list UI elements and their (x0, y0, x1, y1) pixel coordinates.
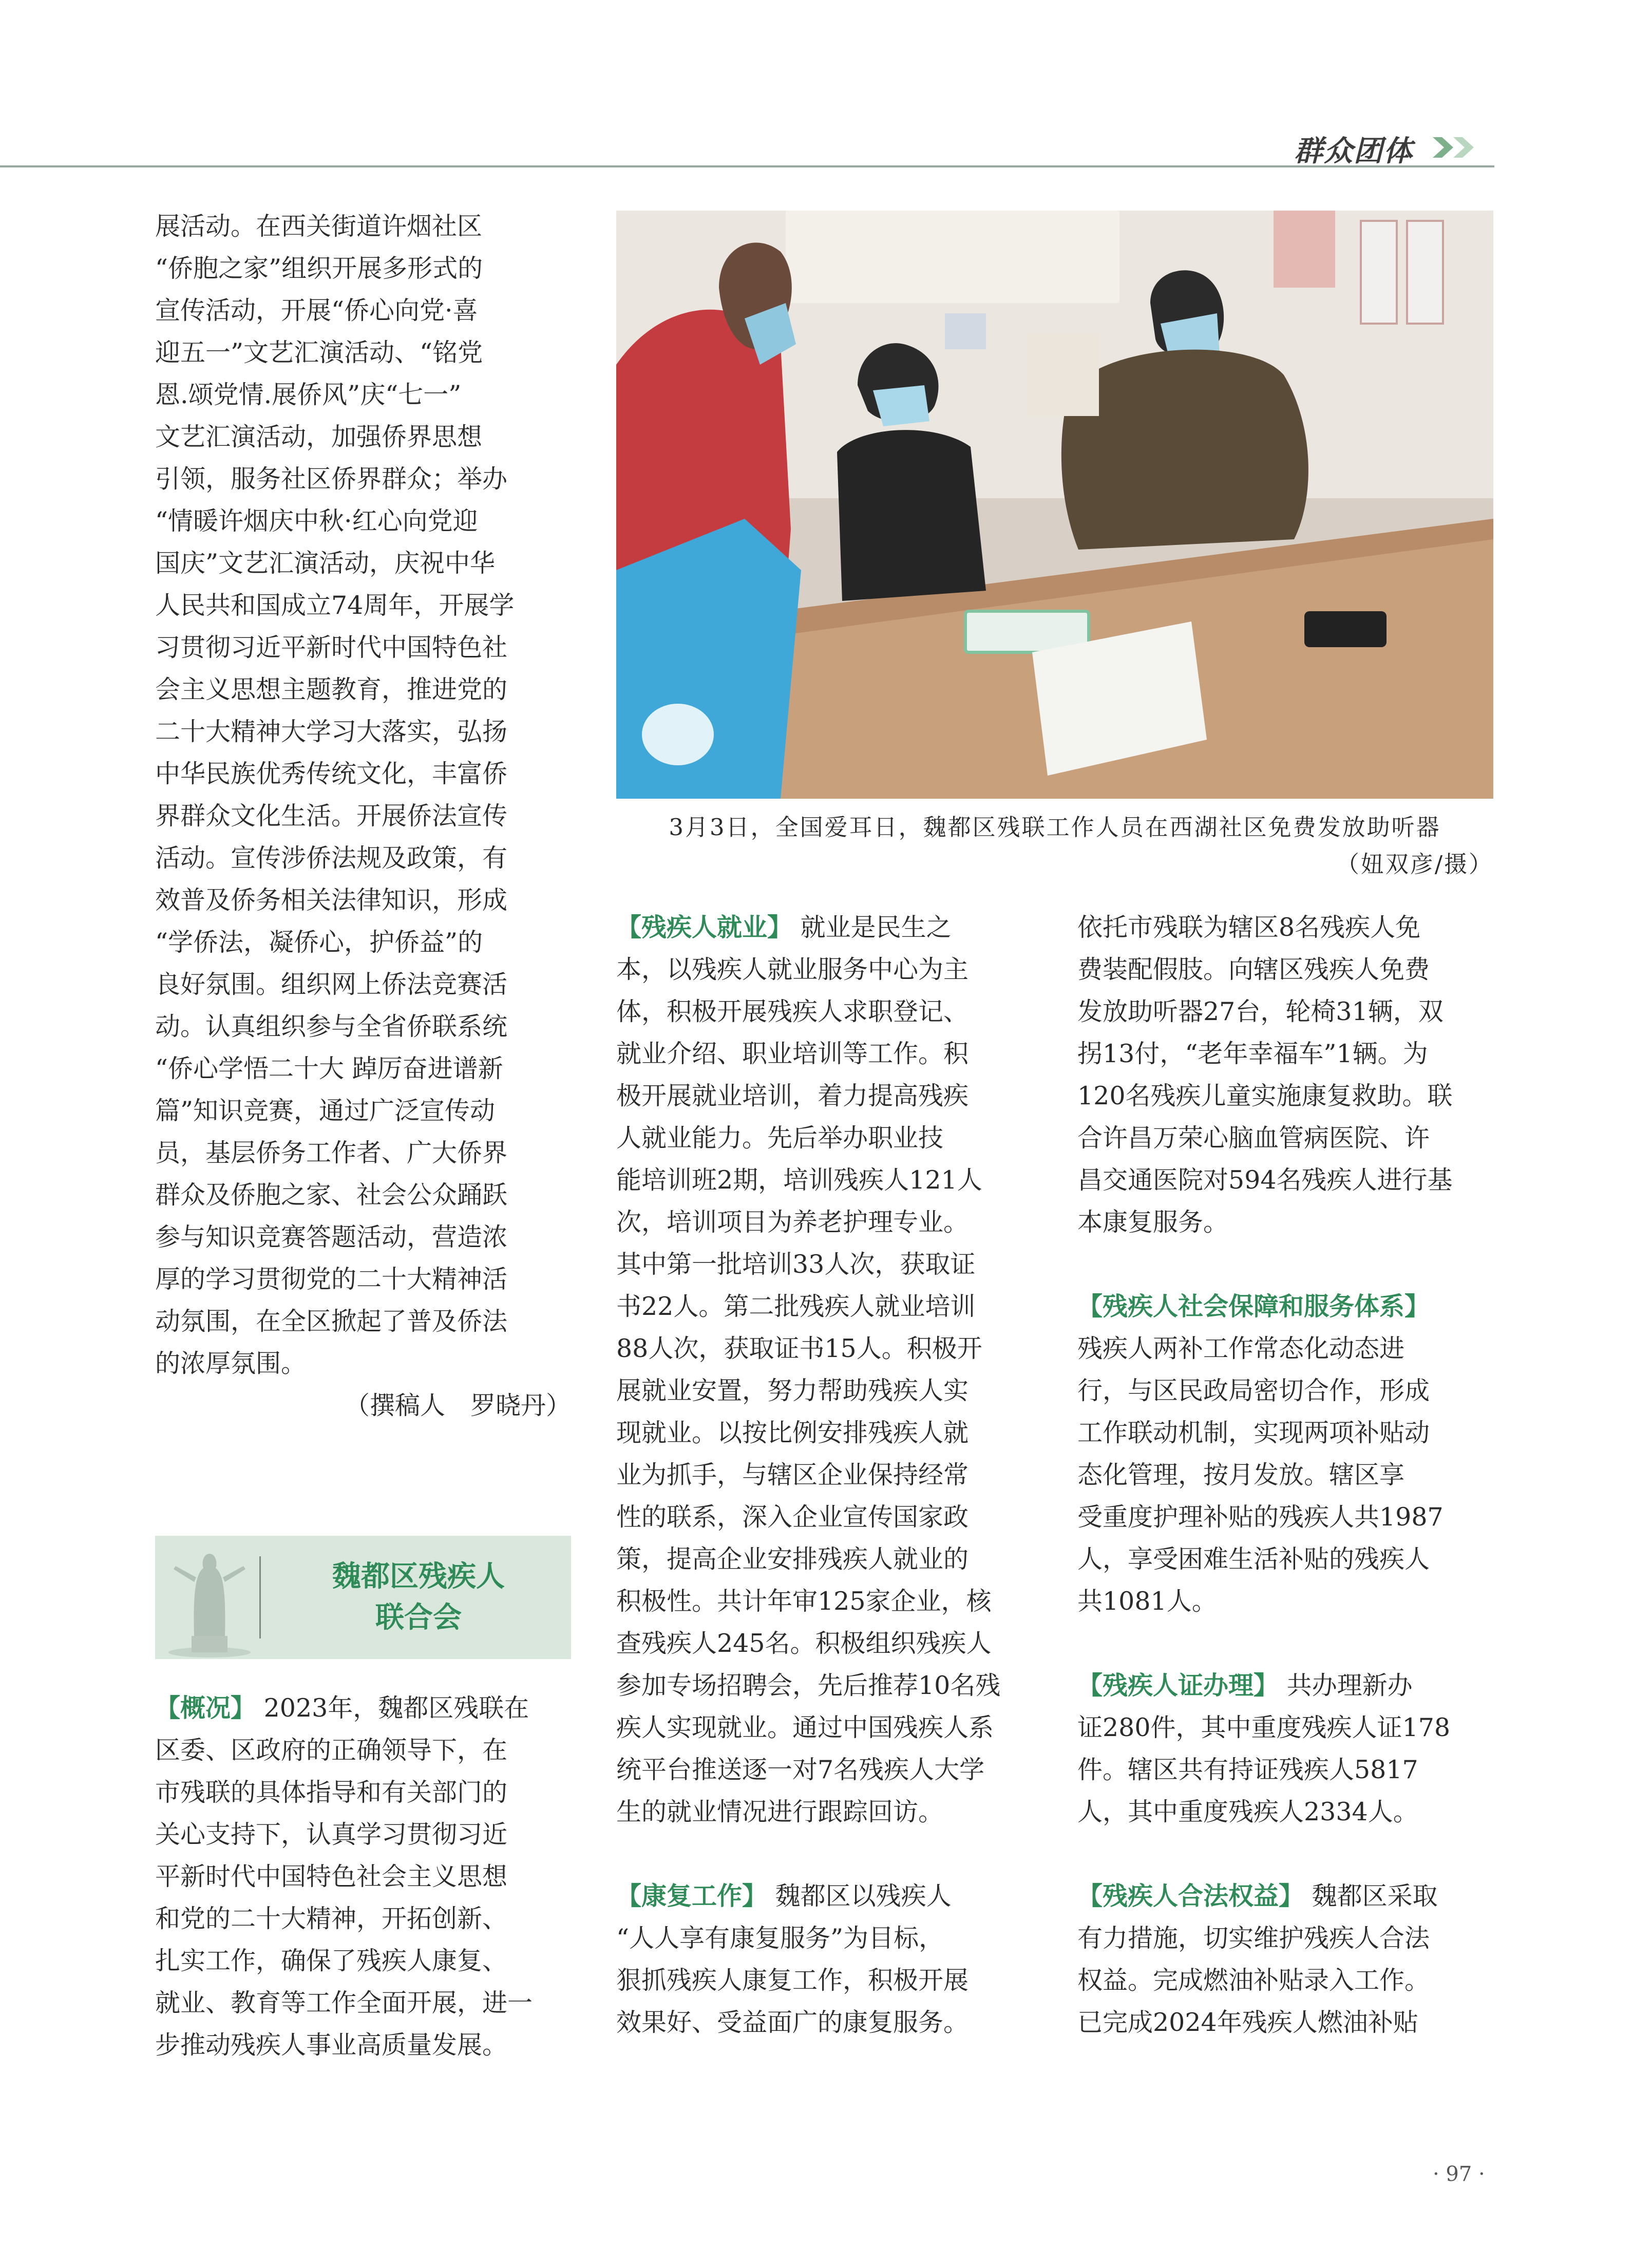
text-line: 参加专场招聘会，先后推荐10名残 (616, 1671, 1001, 1700)
text-line: 厚的学习贯彻党的二十大精神活 (155, 1265, 508, 1294)
text-line: 会主义思想主题教育，推进党的 (155, 675, 508, 704)
col1-paragraph (155, 205, 571, 1385)
text-line: “人人享有康复服务”为目标， (616, 1924, 944, 1953)
photo-credit: （妞双彦/摄） (1336, 851, 1493, 878)
text-line: 恩.颂党情.展侨风”庆“七一” (155, 380, 462, 409)
text-line: 书22人。第二批残疾人就业培训 (616, 1292, 976, 1321)
social-security-tag: 【残疾人社会保障和服务体系】 (1077, 1292, 1430, 1321)
paragraph-gap (1077, 1623, 1493, 1665)
text-line: 参与知识竞赛答题活动，营造浓 (155, 1222, 508, 1252)
text-line: 良好氛围。组织网上侨法竞赛活 (155, 970, 508, 999)
text-line: 平新时代中国特色社会主义思想 (155, 1862, 508, 1891)
overview-tag: 【概况】 (155, 1693, 256, 1723)
text-line: 88人次，获取证书15人。积极开 (616, 1334, 982, 1363)
text-line: 昌交通医院对594名残疾人进行基 (1077, 1165, 1453, 1195)
text-line: 费装配假肢。向辖区残疾人免费 (1077, 955, 1430, 984)
text-line: 行，与区民政局密切合作，形成 (1077, 1376, 1430, 1405)
text-line: 态化管理，按月发放。辖区享 (1077, 1460, 1405, 1490)
caption-text: 3月3日，全国爱耳日，魏都区残联工作人员在西湖社区免费发放助听器 (669, 814, 1441, 841)
text-line: 关心支持下，认真学习贯彻习近 (155, 1820, 508, 1849)
text-line: 就业是民生之 (792, 913, 952, 942)
rehab-tag: 【康复工作】 (616, 1881, 768, 1911)
org-name-line-1: 魏都区残疾人 (332, 1560, 505, 1593)
text-line: 其中第一批培训33人次，获取证 (616, 1250, 976, 1279)
text-line: 习贯彻习近平新时代中国特色社 (155, 633, 508, 662)
text-line: 的浓厚氛围。 (155, 1349, 307, 1378)
text-line: 文艺汇演活动，加强侨界思想 (155, 422, 483, 451)
column-2 (616, 907, 1032, 2044)
text-line: “侨心学悟二十大 踔厉奋进谱新 (155, 1054, 503, 1083)
text-line: 已完成2024年残疾人燃油补贴 (1077, 2008, 1418, 2037)
text-line: 积极性。共计年审125家企业，核 (616, 1587, 992, 1616)
text-line: 2023年，魏都区残联在 (256, 1693, 529, 1723)
text-line: 本，以残疾人就业服务中心为主 (616, 955, 969, 984)
rights-paragraph (1077, 1875, 1493, 1917)
text-line: 策，提高企业安排残疾人就业的 (616, 1544, 969, 1574)
certificate-tag: 【残疾人证办理】 (1077, 1671, 1279, 1700)
text-line: 件。辖区共有持证残疾人5817 (1077, 1755, 1418, 1784)
text-line: 受重度护理补贴的残疾人共1987 (1077, 1502, 1444, 1532)
text-line: 狠抓残疾人康复工作，积极开展 (616, 1966, 969, 1995)
text-line: 极开展就业培训，着力提高残疾 (616, 1081, 969, 1110)
text-line: 现就业。以按比例安排残疾人就 (616, 1418, 969, 1447)
text-line: 120名残疾儿童实施康复救助。联 (1077, 1081, 1453, 1110)
text-line: 中华民族优秀传统文化，丰富侨 (155, 759, 508, 788)
certificate-paragraph (1077, 1665, 1493, 1707)
text-line: “侨胞之家”组织开展多形式的 (155, 254, 483, 283)
overview-paragraph (155, 1687, 571, 1729)
text-line: 拐13付，“老年幸福车”1辆。为 (1077, 1039, 1428, 1068)
text-line: 统平台推送逐一对7名残疾人大学 (616, 1755, 985, 1784)
text-line: 疾人实现就业。通过中国残疾人系 (616, 1713, 994, 1742)
employment-tag: 【残疾人就业】 (616, 913, 793, 942)
paragraph-gap (1077, 1833, 1493, 1875)
photo-caption (616, 809, 1493, 883)
text-line: 展就业安置，努力帮助残疾人实 (616, 1376, 969, 1405)
text-line: 魏都区采取 (1304, 1881, 1438, 1911)
banner-divider (259, 1556, 261, 1638)
text-line: “学侨法，凝侨心，护侨益”的 (155, 928, 483, 957)
text-line: “情暖许烟庆中秋·红心向党迎 (155, 506, 478, 536)
text-line: 就业、教育等工作全面开展，进一 (155, 1988, 533, 2018)
column-1 (155, 205, 571, 1427)
text-line: 宣传活动，开展“侨心向党·喜 (155, 296, 478, 325)
section-title: 群众团体 (1294, 135, 1413, 168)
text-line: 证280件，其中重度残疾人证178 (1077, 1713, 1451, 1742)
text-line: 依托市残联为辖区8名残疾人免 (1077, 913, 1421, 942)
employment-paragraph (616, 907, 1032, 949)
text-line: 权益。完成燃油补贴录入工作。 (1077, 1966, 1430, 1995)
text-line: 人民共和国成立74周年，开展学 (155, 591, 515, 620)
text-line: 业为抓手，与辖区企业保持经常 (616, 1460, 969, 1490)
text-line: 本康复服务。 (1077, 1208, 1229, 1237)
text-line: 效普及侨务相关法律知识，形成 (155, 886, 508, 915)
statue-icon (163, 1538, 256, 1659)
text-line: 动氛围，在全区掀起了普及侨法 (155, 1307, 508, 1336)
double-chevron-icon (1433, 135, 1479, 160)
text-line: 效果好、受益面广的康复服务。 (616, 2008, 969, 2037)
text-line: 迎五一”文艺汇演活动、“铭党 (155, 338, 483, 367)
event-photo (616, 211, 1493, 799)
rehab-paragraph (616, 1875, 1032, 1917)
text-line: 有力措施，切实维护残疾人合法 (1077, 1924, 1430, 1953)
column-3 (1077, 907, 1493, 2044)
text-line: 群众及侨胞之家、社会公众踊跃 (155, 1180, 508, 1210)
text-line: 次，培训项目为养老护理专业。 (616, 1208, 969, 1237)
paragraph-gap (1077, 1244, 1493, 1286)
text-line: 合许昌万荣心脑血管病医院、许 (1077, 1123, 1430, 1153)
text-line: 市残联的具体指导和有关部门的 (155, 1778, 508, 1807)
text-line: 生的就业情况进行跟踪回访。 (616, 1797, 944, 1826)
overview-section (155, 1687, 571, 2066)
paragraph-gap (616, 1833, 1032, 1875)
text-line: 工作联动机制，实现两项补贴动 (1077, 1418, 1430, 1447)
text-line: 共1081人。 (1077, 1587, 1217, 1616)
text-line: 查残疾人245名。积极组织残疾人 (616, 1629, 992, 1658)
text-line: 界群众文化生活。开展侨法宣传 (155, 801, 508, 831)
rights-tag: 【残疾人合法权益】 (1077, 1881, 1304, 1911)
text-line: 引领，服务社区侨界群众；举办 (155, 464, 508, 494)
text-line: 性的联系，深入企业宣传国家政 (616, 1502, 969, 1532)
text-line: 体，积极开展残疾人求职登记、 (616, 997, 969, 1026)
text-line: 扎实工作，确保了残疾人康复、 (155, 1946, 508, 1975)
org-name-heading (267, 1556, 570, 1638)
text-line: 国庆”文艺汇演活动，庆祝中华 (155, 549, 496, 578)
text-line: 动。认真组织参与全省侨联系统 (155, 1012, 508, 1041)
text-line: 二十大精神大学习大落实，弘扬 (155, 717, 508, 746)
text-line: 就业介绍、职业培训等工作。积 (616, 1039, 969, 1068)
text-line: 人就业能力。先后举办职业技 (616, 1123, 944, 1153)
text-line: 能培训班2期，培训残疾人121人 (616, 1165, 982, 1195)
text-line: 区委、区政府的正确领导下，在 (155, 1736, 508, 1765)
author-credit: （撰稿人 罗晓丹） (344, 1391, 571, 1420)
text-line: 活动。宣传涉侨法规及政策，有 (155, 843, 508, 873)
text-line: 篇”知识竞赛，通过广泛宣传动 (155, 1096, 496, 1125)
text-line: 员，基层侨务工作者、广大侨界 (155, 1138, 508, 1167)
text-line: 魏都区以残疾人 (767, 1881, 952, 1911)
text-line: 展活动。在西关街道许烟社区 (155, 212, 483, 241)
text-line: 发放助听器27台，轮椅31辆，双 (1077, 997, 1444, 1026)
org-name-line-2: 联合会 (375, 1601, 462, 1634)
text-line: 和党的二十大精神，开拓创新、 (155, 1904, 508, 1933)
page-number: · 97 · (1433, 2162, 1485, 2186)
text-line: 残疾人两补工作常态化动态进 (1077, 1334, 1405, 1363)
text-line: 人，其中重度残疾人2334人。 (1077, 1797, 1418, 1826)
text-line: 共办理新办 (1279, 1671, 1413, 1700)
text-line: 步推动残疾人事业高质量发展。 (155, 2030, 508, 2060)
text-line: 人，享受困难生活补贴的残疾人 (1077, 1544, 1430, 1574)
header-rule (0, 165, 1494, 167)
